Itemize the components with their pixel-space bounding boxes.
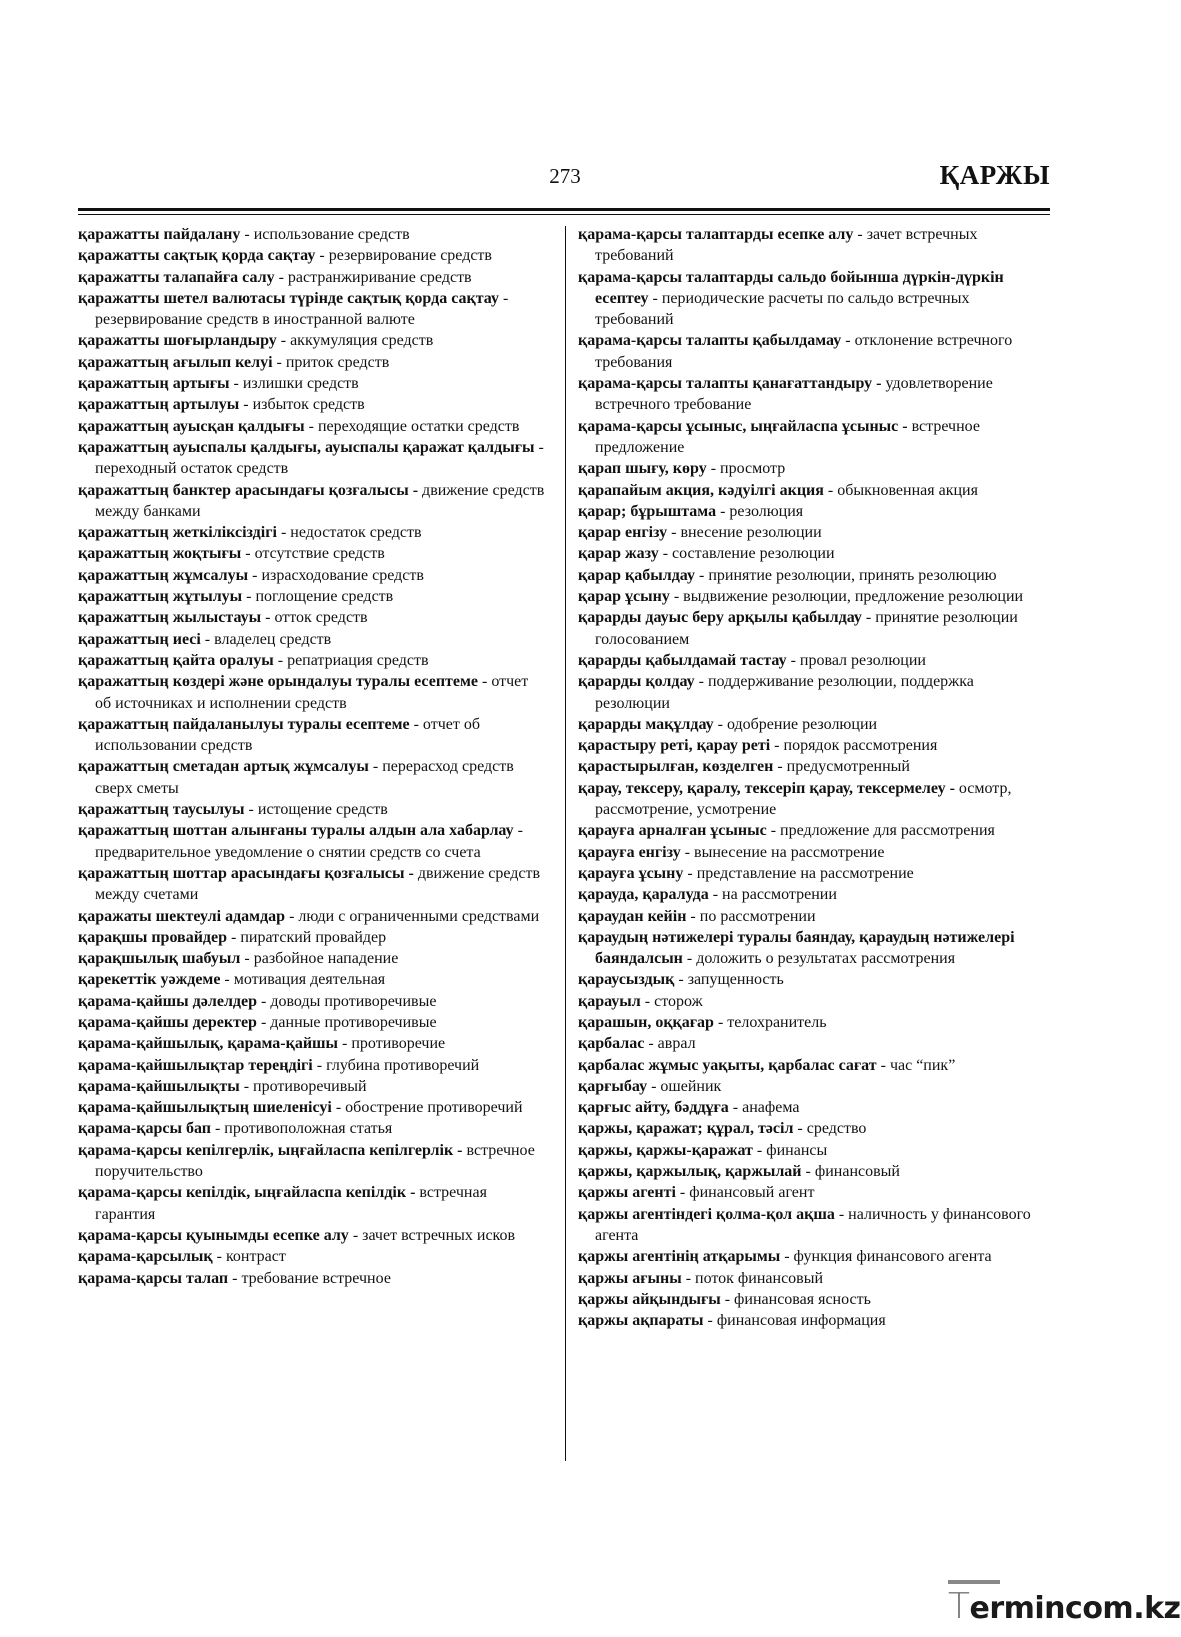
entry-term: қарғыбау [578,1077,648,1095]
dictionary-entry [78,1268,546,1289]
termincom-logo: Termincom.kz [948,1586,1181,1627]
dictionary-entry [578,565,1048,586]
entry-definition: - перерасход средств сверх сметы [95,758,514,797]
entry-term: қаржы агентінің атқарымы [578,1248,781,1266]
entry-term: қарауыл [578,992,641,1010]
entry-definition: - вынесение на рассмотрение [680,843,885,861]
entry-term: қарауда, қаралуда [578,886,709,904]
entry-term: қаржы, қаржылық, қаржылай [578,1163,802,1181]
dictionary-entry [578,842,1048,863]
entry-definition: - недостаток средств [276,524,422,542]
entry-definition: - отсутствие средств [241,545,385,563]
entry-term: қарама-қайшы деректер [78,1013,257,1031]
dictionary-entry [578,671,1048,714]
entry-term: қаражаттың ауысқан қалдығы [78,417,305,435]
dictionary-entry [78,714,546,757]
entry-term: қараудың нәтижелері туралы баяндау, қараудың нәтижелері баяндалсын [578,928,1015,968]
entry-term: қаражаттың артығы [78,375,230,393]
entry-term: қарама-қарсы ұсыныс, ыңғайласпа ұсыныс - [578,417,908,435]
dictionary-entry [78,991,546,1012]
dictionary-entry [78,948,546,969]
dictionary-entry [578,778,1048,821]
entry-term: қарастырылған, көзделген [578,758,774,776]
entry-definition: - представление на рассмотрение [683,864,914,882]
entry-term: қаражаттың таусылуы [78,801,245,819]
entry-definition: - финансовая ясность [720,1290,871,1308]
dictionary-entry [78,671,546,714]
entry-term: қарауға ұсыну [578,864,684,882]
entry-term: қаражаттың қайта оралуы [78,651,274,669]
entry-term: қарама-қарсы бап [78,1120,211,1138]
entry-definition: - по рассмотрении [686,907,816,925]
entry-definition: - зачет встречных требований [595,226,978,265]
dictionary-entry [78,330,546,351]
entry-term: қарар жазу [578,545,659,563]
dictionary-entry [78,394,546,415]
entry-term: қарақшы провайдер [78,928,228,946]
entry-definition: - данные противоречивые [256,1013,437,1031]
entry-definition: - запущенность [674,971,784,989]
dictionary-entry [78,352,546,373]
entry-term: қаражаттың шоттар арасындағы қозғалысы - [78,864,414,882]
entry-definition: - доложить о результатах рассмотрения [682,950,956,968]
entry-term: қаржы ақпараты [578,1312,704,1330]
logo-bar [948,1580,1000,1584]
dictionary-entry [78,543,546,564]
entry-definition: - одобрение резолюции [713,715,878,733]
dictionary-entry [78,416,546,437]
entry-term: қаражаттың банктер арасындағы қозғалысы - [78,481,419,499]
dictionary-entry [578,1161,1048,1182]
dictionary-entry [578,330,1048,373]
entry-definition: - доводы противоречивые [257,992,437,1010]
entry-term: қаражатты шетел валютасы түрінде сақтық қорда сақтау [78,289,499,307]
entry-term: қараусыздық [578,971,675,989]
dictionary-entry [578,416,1048,459]
entry-term: қаржы айқындығы [578,1290,721,1308]
dictionary-entry [78,522,546,543]
section-title: ҚАРЖЫ [939,160,1050,190]
entry-term: қаржы, қаражат; құрал, тәсіл [578,1120,794,1138]
entry-term: қаражаттың шоттан алынғаны туралы алдын ала хабарлау [78,822,514,840]
entry-definition: - средство [793,1120,867,1138]
dictionary-entry [578,1076,1048,1097]
dictionary-entry [578,1140,1048,1161]
entry-term: қарар; бұрыштама [578,502,717,520]
dictionary-entry [78,1118,546,1139]
entry-definition: - периодические расчеты по сальдо встречных требований [595,289,970,329]
dictionary-entry [578,714,1048,735]
dictionary-entry [578,1310,1048,1331]
entry-definition: - израсходование средств [248,566,424,584]
entry-term: қаражаттың жеткіліксіздігі [78,524,277,542]
entry-definition: - аккумуляция средств [276,332,434,350]
dictionary-entry [78,629,546,650]
entry-definition: осмотр, рассмотрение, усмотрение [595,779,1012,819]
entry-term: қарашын, оққағар [578,1013,714,1031]
dictionary-entry [578,373,1048,416]
dictionary-entry [578,756,1048,777]
entry-definition: - просмотр [706,460,786,478]
entry-definition: - составление резолюции [658,545,835,563]
entry-definition: - на рассмотрении [708,886,837,904]
dictionary-entry [78,1076,546,1097]
entry-term: қаражаттың пайдаланылуы туралы есептеме [78,715,410,733]
dictionary-entry [578,650,1048,671]
dictionary-entry [578,1268,1048,1289]
entry-definition: - мотивация деятельная [220,971,386,989]
entry-term: қарауға енгізу [578,843,681,861]
dictionary-entry [578,1033,1048,1054]
entry-term: қарауға арналған ұсыныс [578,822,767,840]
entry-definition: - внесение резолюции [667,524,822,542]
entry-definition: - поддерживание резолюции, поддержка резолюции [595,673,974,712]
entry-definition: - контраст [212,1248,286,1266]
entry-term: қаражаттың иесі [78,630,201,648]
entry-definition: - излишки средств [229,375,359,393]
entry-definition: удовлетворение встречного требование [595,375,993,414]
entry-term: қарама-қайшылықтың шиеленісуі [78,1099,332,1117]
dictionary-entry [78,1225,546,1246]
entry-term: қаражаттың жұтылуы [78,588,243,606]
entry-term: қаржы, қаржы-қаражат [578,1141,753,1159]
dictionary-entry [78,1012,546,1033]
entry-term: қарарды дауыс беру арқылы қабылдау [578,609,862,627]
entry-definition: - противоположная статья [210,1120,393,1138]
entry-definition: - глубина противоречий [312,1056,480,1074]
entry-term: қарама-қайшылық, қарама-қайшы [78,1035,339,1053]
entry-term: қарама-қарсы талап [78,1269,229,1287]
entry-definition: - предусмотренный [773,758,910,776]
dictionary-entry [78,1055,546,1076]
entry-term: қарама-қарсы кепілдік, ыңғайласпа кепілдік - [78,1184,416,1202]
dictionary-entry [78,1246,546,1267]
dictionary-entry [578,1012,1048,1033]
entry-definition: - резервирование средств [315,247,492,265]
entry-term: қарғыс айту, бәддұға [578,1099,729,1117]
entry-definition: - финансы [752,1141,828,1159]
entry-definition: - финансовая информация [703,1312,886,1330]
entry-term: қаражаттың жұмсалуы [78,566,249,584]
right-column [578,224,1048,1331]
entry-term: қаражаттың артылуы [78,396,240,414]
dictionary-entry [578,458,1048,479]
entry-term: қарастыру реті, қарау реті [578,737,771,755]
dictionary-entry [78,607,546,628]
entry-term: қаражаттың жоқтығы [78,545,242,563]
dictionary-entry [578,1246,1048,1267]
entry-definition: - резервирование средств в иностранной валюте [95,289,509,329]
entry-term: қаражатты шоғырландыру [78,332,277,350]
entry-definition: - отчет об использовании средств [95,715,480,755]
entry-term: қарар қабылдау [578,566,695,584]
entry-term: қаражатты сақтық қорда сақтау [78,247,316,265]
entry-definition: движение средств между банками [95,481,545,520]
dictionary-entry [78,480,546,523]
entry-definition: - поток финансовый [681,1269,824,1287]
entry-definition: - противоречивый [239,1077,367,1095]
entry-definition: - люди с ограниченными средствами [285,907,540,925]
entry-definition: - порядок рассмотрения [770,737,938,755]
entry-definition: - обострение противоречий [331,1099,523,1117]
page-number: 273 [549,164,581,188]
dictionary-entry [78,927,546,948]
entry-definition: - час “пик” [876,1056,956,1074]
dictionary-entry [578,884,1048,905]
entry-term: қарама-қарсы талапты қабылдамау [578,332,842,350]
dictionary-entry [578,267,1048,331]
entry-definition: - отклонение встречного требования [595,332,1013,371]
entry-term: қарама-қарсы қуынымды есепке алу [78,1226,349,1244]
dictionary-entry [78,1182,546,1225]
entry-definition: - обыкновенная акция [823,481,978,499]
entry-term: қарама-қарсы талаптарды есепке алу [578,226,854,243]
entry-term: қаражаттың ауыспалы қалдығы, ауыспалы қаражат қалдығы [78,438,535,456]
entry-definition: - принятие резолюции голосованием [595,609,1018,648]
entry-term: қарау, тексеру, қаралу, тексеріп қарау, тексермелеу - [578,779,955,797]
entry-term: қаржы агенті [578,1184,676,1202]
entry-definition: - поглощение средств [242,588,394,606]
dictionary-entry [578,1182,1048,1203]
entry-definition: - отчет об источниках и исполнении средств [95,673,529,712]
entry-definition: - переходящие остатки средств [304,417,520,435]
dictionary-entry [78,1033,546,1054]
entry-term: қаражатты пайдалану [78,226,241,243]
entry-definition: - резолюция [716,502,804,520]
entry-definition: встречное поручительство [95,1141,535,1181]
entry-term: қарбалас [578,1035,645,1053]
entry-definition: - сторож [640,992,703,1010]
entry-definition: - пиратский провайдер [227,928,387,946]
entry-definition: - предложение для рассмотрения [766,822,995,840]
entry-definition: - отток средств [261,609,368,627]
dictionary-entry [78,437,546,480]
dictionary-entry [78,906,546,927]
entry-definition: - предварительное уведомление о снятии средств со счета [95,822,523,861]
entry-definition: - провал резолюции [786,651,926,669]
dictionary-entry [578,735,1048,756]
dictionary-entry [78,1140,546,1183]
entry-term: қарап шығу, көру [578,460,707,478]
entry-term: қаржы ағыны [578,1269,682,1287]
entry-term: қарарды қабылдамай тастау [578,651,787,669]
entry-term: қарар ұсыну [578,588,670,606]
dictionary-entry [78,799,546,820]
entry-term: қарарды қолдау [578,673,695,691]
dictionary-entry [578,927,1048,970]
dictionary-entry [578,991,1048,1012]
dictionary-entry [78,1097,546,1118]
entry-definition: - финансовый агент [675,1184,815,1202]
entry-term: қарбалас жұмыс уақыты, қарбалас сағат [578,1056,877,1074]
entry-definition: - принятие резолюции, принять резолюцию [694,566,997,584]
dictionary-entry [578,501,1048,522]
entry-definition: - выдвижение резолюции, предложение резолюции [669,588,1024,606]
entry-definition: встречная гарантия [95,1184,487,1223]
entry-term: қарама-қарсы талаптарды сальдо бойынша дүркін-дүркін есептеу [578,268,1004,307]
entry-term: қарекеттік уәждеме [78,971,221,989]
dictionary-entry [78,586,546,607]
entry-definition: - разбойное нападение [240,950,399,968]
entry-definition: - требование встречное [228,1269,391,1287]
entry-term: қаражатты талапайға салу [78,268,275,286]
entry-definition: - телохранитель [713,1013,827,1031]
dictionary-entry [78,650,546,671]
entry-definition: - наличность у финансового агента [595,1205,1031,1244]
dictionary-entry [578,1289,1048,1310]
entry-definition: - избыток средств [239,396,365,414]
entry-definition: - зачет встречных исков [348,1226,516,1244]
header-rule-thick [78,208,1050,211]
entry-definition: - владелец средств [200,630,332,648]
entry-term: қарама-қарсы кепілгерлік, ыңғайласпа кепілгерлік - [78,1141,463,1159]
dictionary-entry [578,969,1048,990]
entry-definition: движение средств между счетами [95,864,541,904]
dictionary-entry [78,756,546,799]
entry-definition: - анафема [728,1099,800,1117]
dictionary-entry [78,863,546,906]
entry-term: қаржы агентіндегі қолма-қол ақша [578,1205,835,1223]
dictionary-entry [578,586,1048,607]
dictionary-entry [578,906,1048,927]
entry-definition: встречное предложение [595,417,980,456]
entry-definition: - финансовый [801,1163,900,1181]
dictionary-entry [578,522,1048,543]
entry-definition: - противоречие [338,1035,446,1053]
dictionary-entry [578,1097,1048,1118]
entry-term: қарарды мақұлдау [578,715,714,733]
entry-definition: - функция финансового агента [780,1248,992,1266]
entry-term: қарама-қайшылықты [78,1077,240,1095]
dictionary-entry [78,245,546,266]
entry-term: қарама-қайшылықтар тереңдігі [78,1056,313,1074]
entry-term: қаражаттың көздері және орындалуы туралы есептеме [78,673,478,691]
entry-definition: - переходный остаток средств [95,438,544,478]
entry-definition: - аврал [644,1035,696,1053]
entry-term: қаражаттың ағылып келуі [78,353,273,371]
dictionary-entry [578,543,1048,564]
dictionary-entry [578,1118,1048,1139]
entry-definition: - репатриация средств [273,651,429,669]
entry-term: қаражаттың жылыстауы [78,609,262,627]
dictionary-entry [578,607,1048,650]
dictionary-entry [78,969,546,990]
entry-term: қарақшылық шабуыл [78,950,241,968]
entry-definition: - приток средств [272,353,390,371]
entry-term: қарама-қайшы дәлелдер [78,992,258,1010]
dictionary-entry [78,267,546,288]
left-column [78,224,546,1289]
entry-term: қарама-қарсылық [78,1248,213,1266]
entry-definition: - истощение средств [244,801,388,819]
entry-term: қаражаттың сметадан артық жұмсалуы [78,758,369,776]
entry-definition: - использование средств [240,226,410,243]
entry-definition: - ошейник [647,1077,722,1095]
dictionary-entry [578,480,1048,501]
dictionary-entry [578,820,1048,841]
entry-definition: - растранжиривание средств [274,268,472,286]
dictionary-entry [78,565,546,586]
column-divider [565,226,566,1461]
header-rule-thin [78,214,1050,215]
entry-term: қаражаты шектеулі адамдар [78,907,286,925]
dictionary-entry [78,373,546,394]
dictionary-entry [78,820,546,863]
entry-term: қараудан кейін [578,907,687,925]
dictionary-entry [78,288,546,331]
dictionary-entry [578,1055,1048,1076]
dictionary-entry [578,863,1048,884]
dictionary-entry [78,224,546,245]
dictionary-entry [578,224,1048,267]
entry-term: қарар енгізу [578,524,668,542]
dictionary-entry [578,1204,1048,1247]
entry-term: қарапайым акция, кәдуілгі акция [578,481,824,499]
entry-term: қарама-қарсы талапты қанағаттандыру - [578,375,882,393]
